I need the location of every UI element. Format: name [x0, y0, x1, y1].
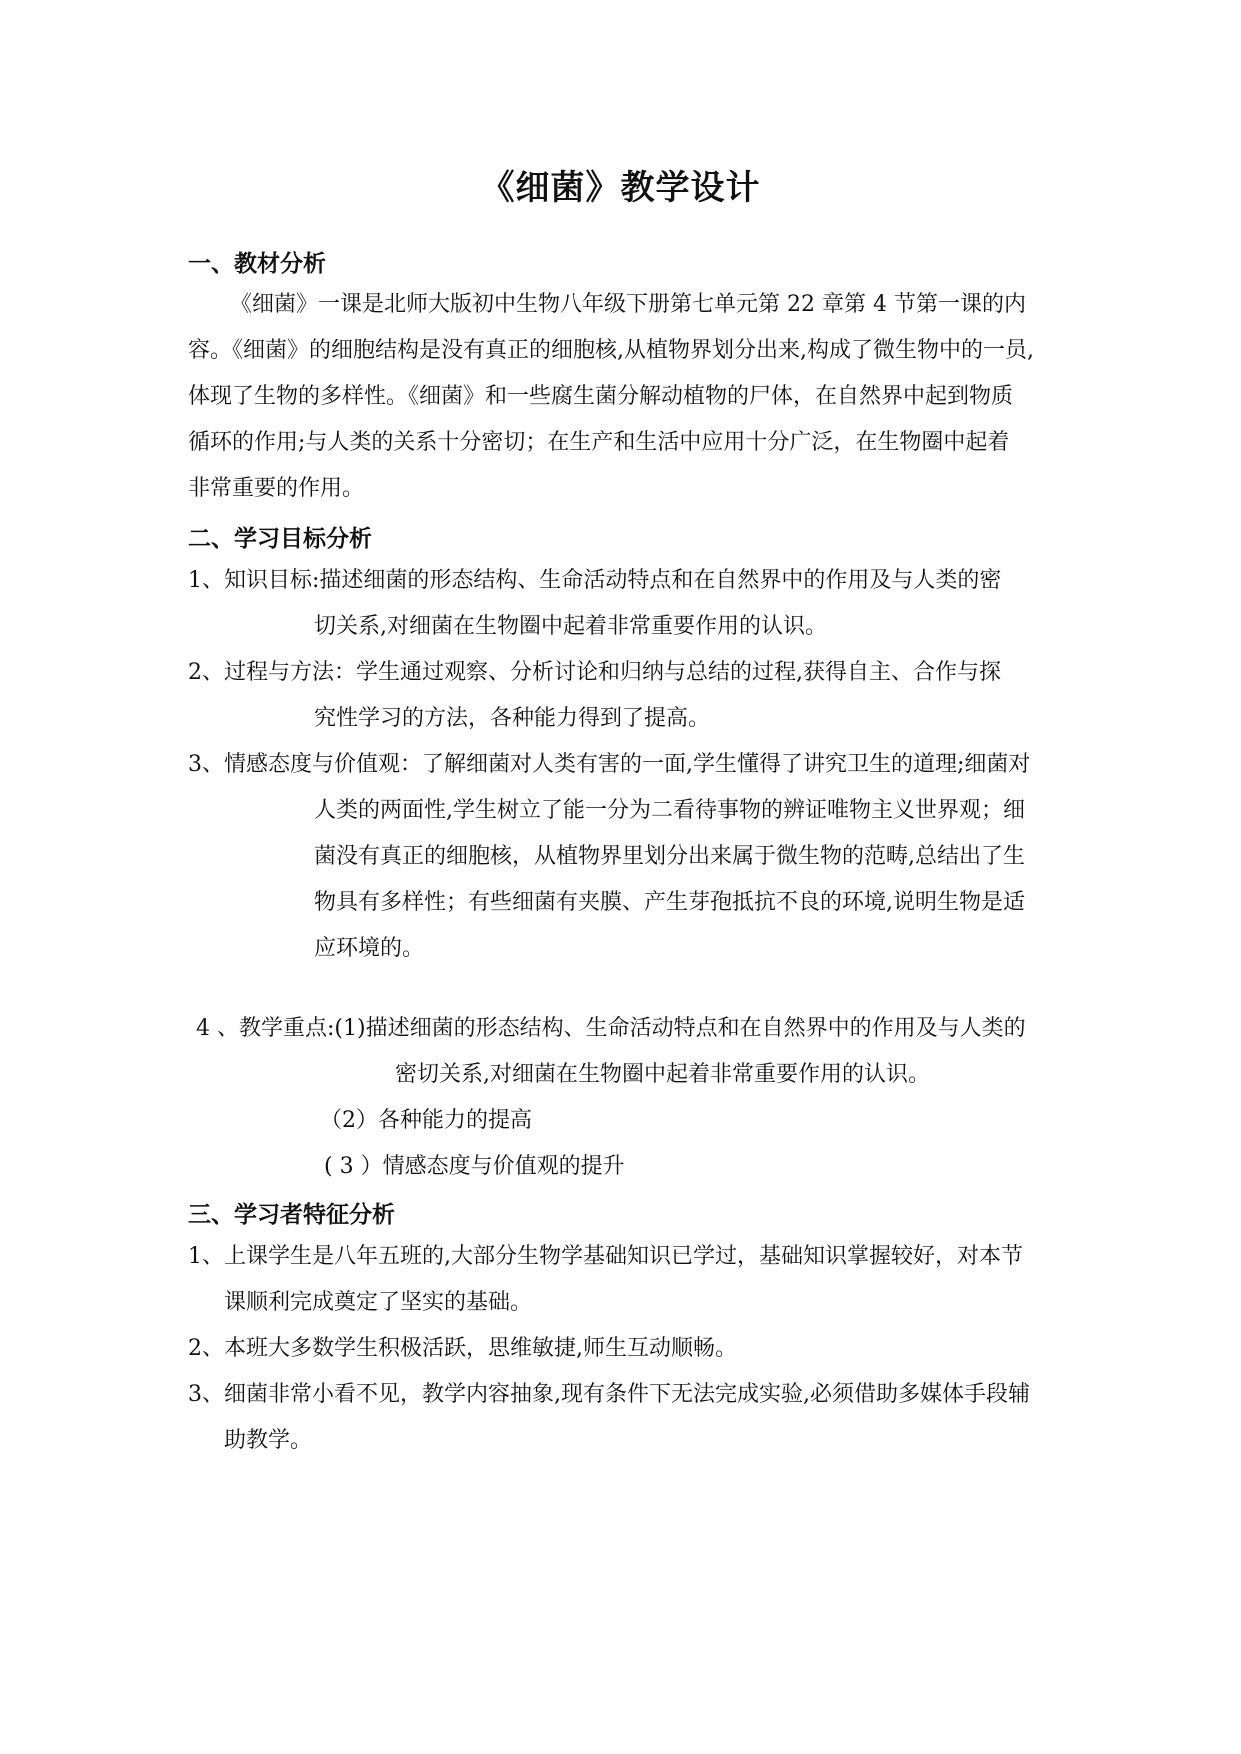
paragraph-line: 容。《细菌》的细胞结构是没有真正的细胞核,从植物界划分出来,构成了微生物中的一员,: [188, 338, 1034, 363]
objective-item-process-cont: 究性学习的方法，各种能力得到了提高。: [314, 706, 711, 731]
objective-item-values-cont: 应环境的。: [314, 936, 425, 961]
teaching-focus-item: 4 、教学重点:(1)描述细菌的形态结构、生命活动特点和在自然界中的作用及与人类的: [196, 1016, 1026, 1041]
paragraph-line: 循环的作用;与人类的关系十分密切；在生产和生活中应用十分广泛，在生物圈中起着: [188, 430, 1010, 455]
learner-item: 3、细菌非常小看不见，教学内容抽象,现有条件下无法完成实验,必须借助多媒体手段辅: [188, 1382, 1030, 1407]
objective-item-values: 3、情感态度与价值观：了解细菌对人类有害的一面,学生懂得了讲究卫生的道理;细菌对: [188, 752, 1031, 777]
objective-item-knowledge-cont: 切关系,对细菌在生物圈中起着非常重要作用的认识。: [314, 614, 827, 639]
objective-item-values-cont: 物具有多样性；有些细菌有夹膜、产生芽孢抵抗不良的环境,说明生物是适: [314, 890, 1025, 915]
section-heading-learner-analysis: 三、学习者特征分析: [188, 1202, 395, 1228]
document-title: 《细菌》教学设计: [480, 168, 761, 208]
teaching-focus-subitem: （2）各种能力的提高: [320, 1108, 532, 1133]
section-heading-textbook-analysis: 一、教材分析: [188, 251, 326, 277]
objective-item-values-cont: 菌没有真正的细胞核，从植物界里划分出来属于微生物的范畴,总结出了生: [314, 844, 1025, 869]
learner-item: 1、上课学生是八年五班的,大部分生物学基础知识已学过，基础知识掌握较好，对本节: [188, 1244, 1023, 1269]
teaching-focus-item-cont: 密切关系,对细菌在生物圈中起着非常重要作用的认识。: [395, 1062, 930, 1087]
learner-item-cont: 课顺利完成奠定了坚实的基础。: [224, 1290, 533, 1315]
teaching-focus-subitem: ( 3 ）情感态度与价值观的提升: [324, 1154, 625, 1179]
paragraph-line: 非常重要的作用。: [188, 476, 365, 501]
objective-item-values-cont: 人类的两面性,学生树立了能一分为二看待事物的辨证唯物主义世界观；细: [314, 798, 1025, 823]
objective-item-process: 2、过程与方法：学生通过观察、分析讨论和归纳与总结的过程,获得自主、合作与探: [188, 660, 1001, 685]
paragraph-line: 《细菌》一课是北师大版初中生物八年级下册第七单元第 22 章第 4 节第一课的内: [230, 292, 1026, 317]
learner-item: 2、本班大多数学生积极活跃，思维敏捷,师生互动顺畅。: [188, 1336, 737, 1361]
objective-item-knowledge: 1、知识目标:描述细菌的形态结构、生命活动特点和在自然界中的作用及与人类的密: [188, 568, 1002, 593]
paragraph-line: 体现了生物的多样性。《细菌》和一些腐生菌分解动植物的尸体，在自然界中起到物质: [188, 384, 1014, 409]
section-heading-learning-objectives: 二、学习目标分析: [188, 526, 372, 552]
learner-item-cont: 助教学。: [224, 1428, 313, 1453]
